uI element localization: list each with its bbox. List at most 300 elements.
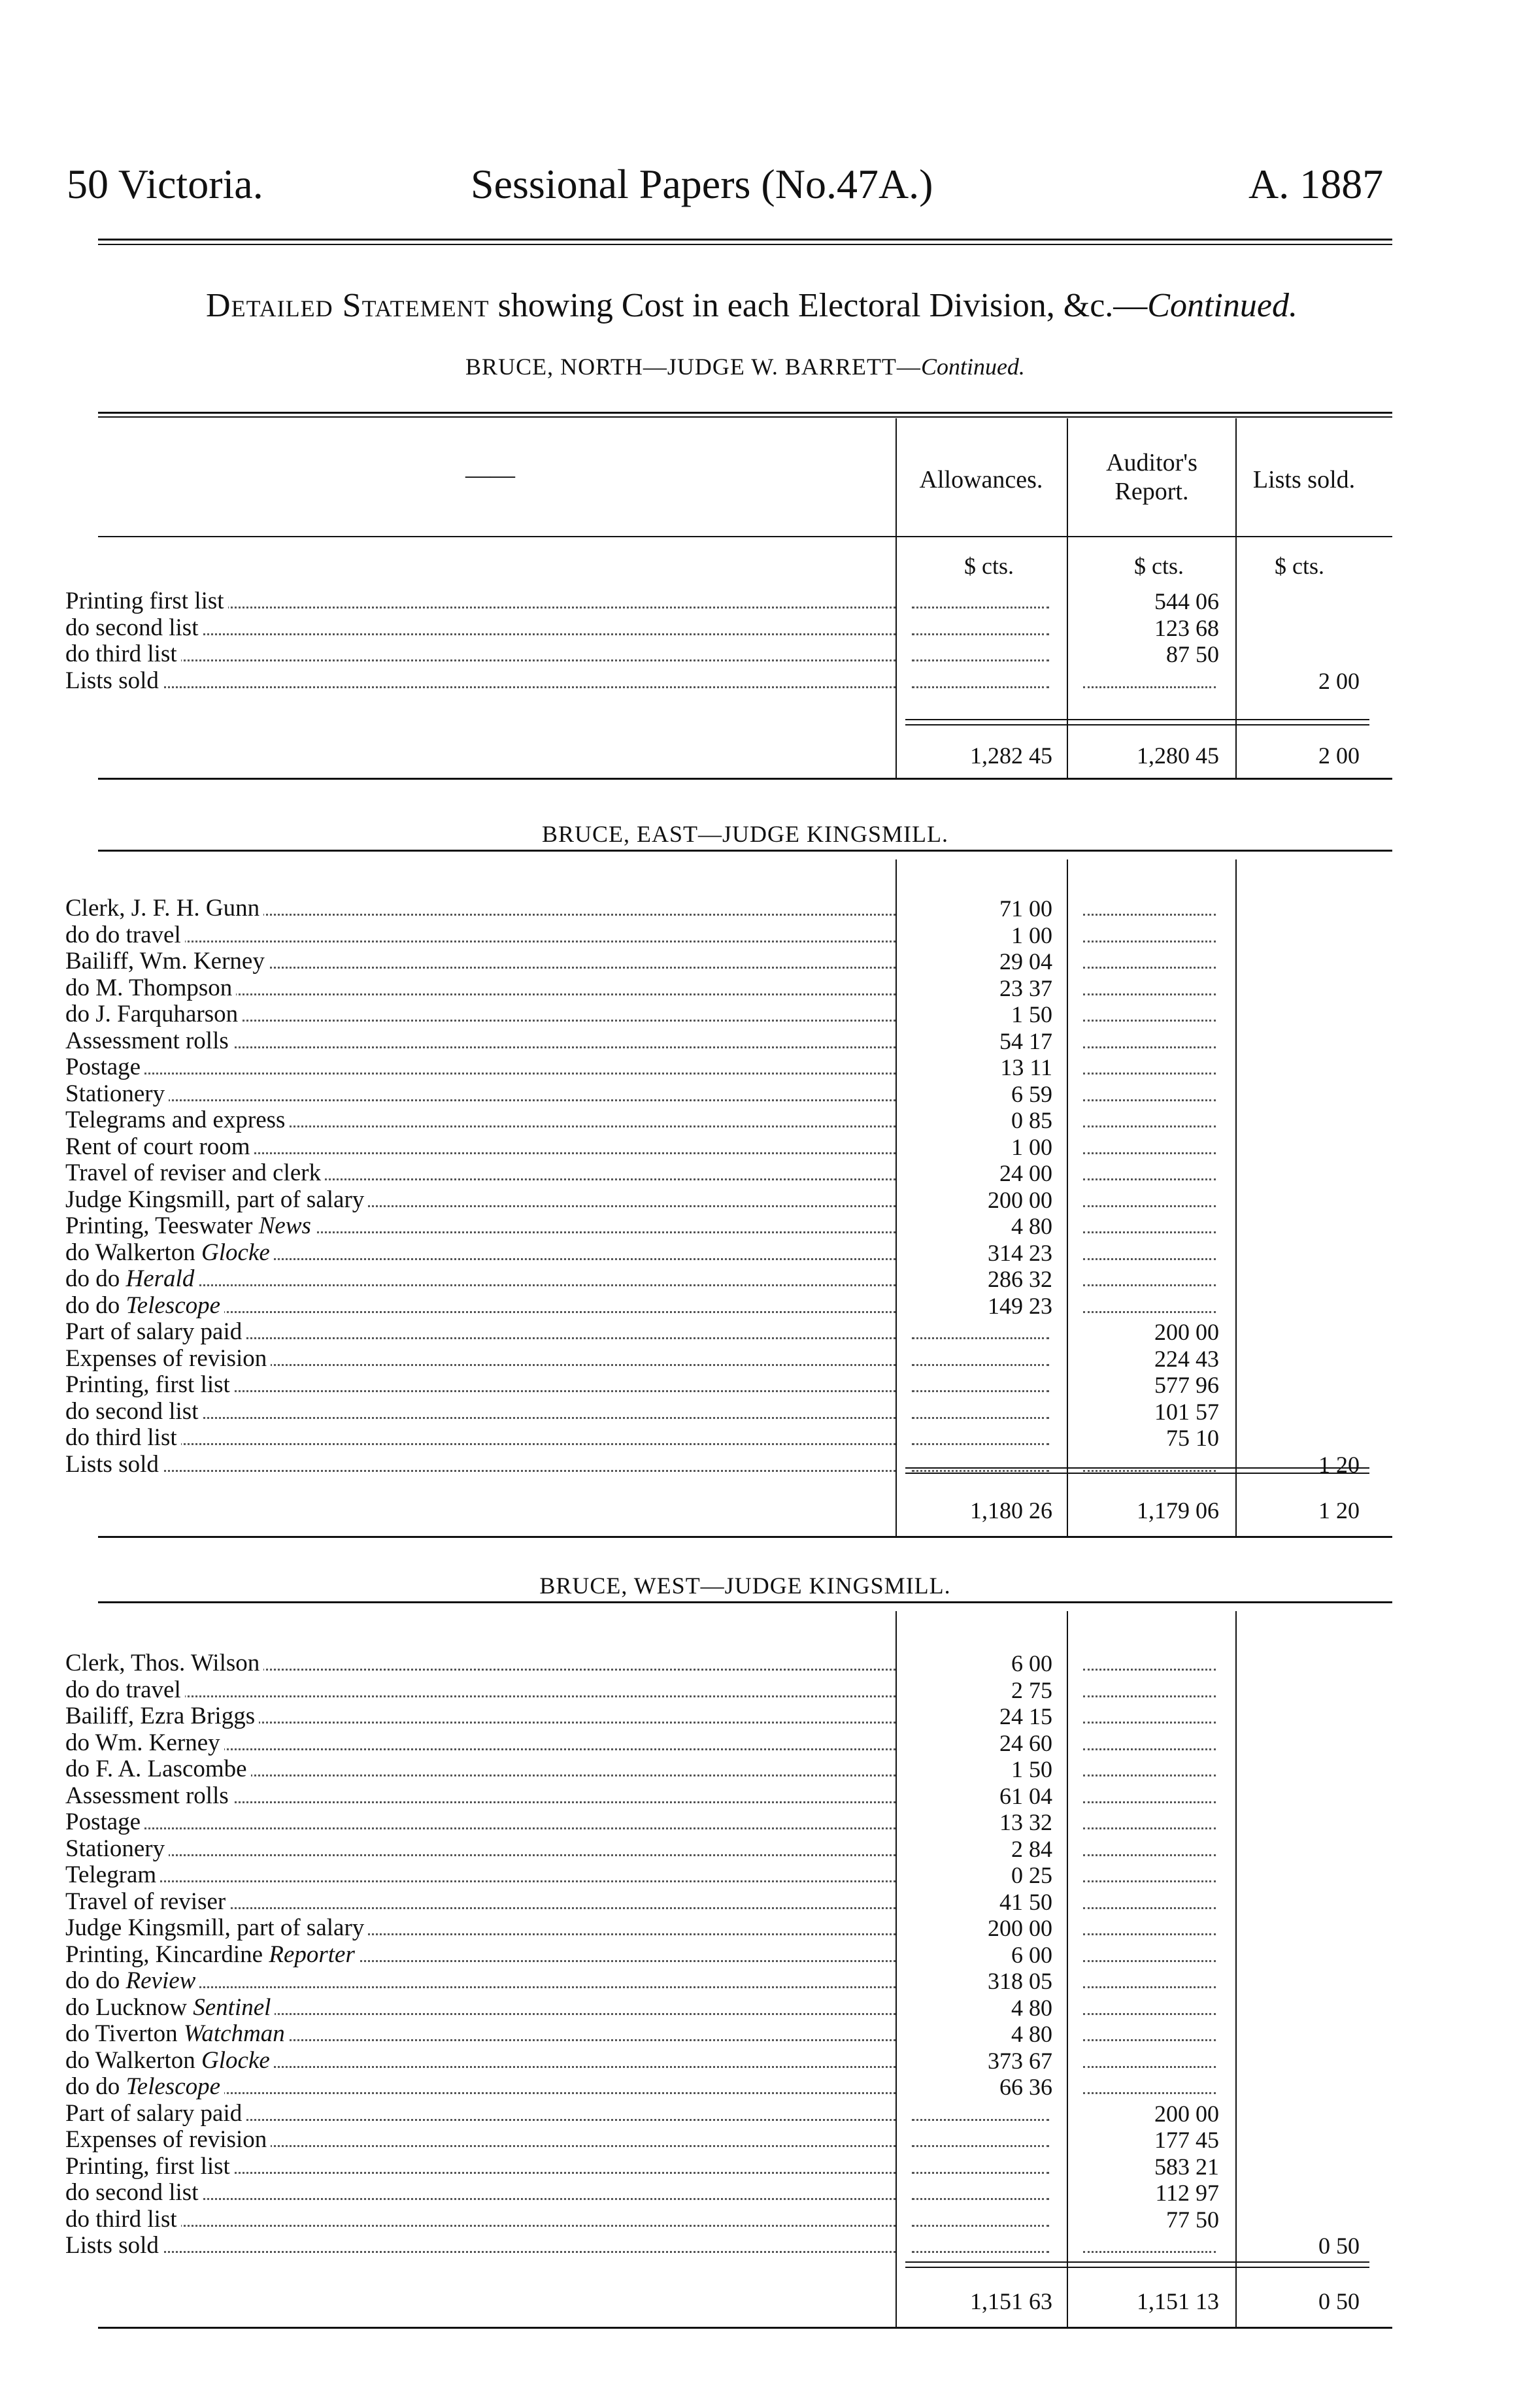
- table-row: [65, 1319, 896, 1345]
- auditor-value: 177 45: [1154, 2127, 1219, 2153]
- row-label: [65, 1346, 271, 1372]
- leader-dots: [65, 941, 896, 942]
- auditor-value: 224 43: [1154, 1345, 1219, 1372]
- lists-sold-value: 1 20: [1318, 1451, 1360, 1478]
- lists-sold-value: 2 00: [1318, 667, 1360, 694]
- row-label: [65, 2101, 246, 2127]
- empty-cell-dots: [1083, 1827, 1216, 1829]
- row-label-text: do do: [65, 2073, 120, 2100]
- empty-cell-dots: [912, 2251, 1049, 2253]
- total-rule-2: [905, 2267, 1369, 2268]
- allowance-value: 0 25: [1011, 1862, 1052, 1888]
- leader-dots: [65, 1880, 896, 1882]
- row-label: [65, 2180, 202, 2206]
- empty-cell-dots: [912, 633, 1049, 635]
- empty-cell-dots: [1083, 1907, 1216, 1909]
- auditors-total: 1,280 45: [1137, 742, 1219, 769]
- auditors-units: $ cts.: [1134, 553, 1184, 579]
- statement-title-lead: Detailed Statement: [206, 287, 490, 324]
- year-label: A. 1887: [1248, 161, 1384, 207]
- row-label-text: do Wm. Kerney: [65, 1729, 220, 1756]
- row-label-text: do M. Thompson: [65, 974, 233, 1001]
- row-label: [65, 948, 269, 975]
- row-label: [65, 1677, 185, 1703]
- auditor-value: 77 50: [1166, 2206, 1219, 2233]
- empty-cell-dots: [1083, 1695, 1216, 1697]
- allowance-value: 71 00: [999, 895, 1052, 922]
- row-label: [65, 1240, 274, 1266]
- row-label-text: do do: [65, 1265, 120, 1292]
- row-label-text: Telegrams and express: [65, 1107, 286, 1133]
- row-label-text: do Lucknow: [65, 1993, 187, 2021]
- empty-cell-dots: [1083, 1152, 1216, 1154]
- empty-cell-dots: [1083, 1205, 1216, 1207]
- row-label-text: Lists sold: [65, 1450, 159, 1478]
- row-label: [65, 2233, 163, 2259]
- column-divider: [1067, 418, 1068, 536]
- row-label: [65, 1703, 259, 1729]
- allowance-value: 4 80: [1011, 2021, 1052, 2047]
- empty-cell-dots: [912, 2119, 1049, 2121]
- row-label: [65, 1213, 315, 1239]
- column-divider: [1067, 859, 1068, 1536]
- section-end-rule: [98, 1536, 1392, 1538]
- empty-cell-dots: [912, 1470, 1049, 1472]
- total-rule: [905, 2261, 1369, 2263]
- allowance-value: 24 00: [999, 1160, 1052, 1186]
- allowance-value: 2 84: [1011, 1835, 1052, 1862]
- row-label: [65, 1028, 233, 1054]
- empty-cell-dots: [912, 1443, 1049, 1445]
- empty-cell-dots: [1083, 1669, 1216, 1671]
- auditor-value: 577 96: [1154, 1372, 1219, 1398]
- column-divider: [1067, 536, 1068, 778]
- row-label-text: Expenses of revision: [65, 2126, 267, 2153]
- lists-sold-total: 0 50: [1318, 2288, 1360, 2314]
- auditor-value: 583 21: [1154, 2153, 1219, 2180]
- table-row: [65, 1160, 896, 1186]
- allowance-value: 29 04: [999, 948, 1052, 975]
- publication-name: News: [258, 1212, 311, 1239]
- allowances-heading: Allowances.: [919, 466, 1043, 493]
- table-row: [65, 1915, 896, 1941]
- row-label: [65, 922, 185, 948]
- row-label-text: Rent of court room: [65, 1133, 250, 1160]
- allowance-value: 373 67: [988, 2047, 1052, 2074]
- section-end-rule: [98, 2327, 1392, 2329]
- empty-cell-dots: [912, 2172, 1049, 2174]
- empty-cell-dots: [1083, 1722, 1216, 1724]
- publication-name: Watchman: [183, 2020, 285, 2047]
- empty-cell-dots: [1083, 967, 1216, 969]
- header-rule: [98, 239, 1392, 241]
- row-label-text: do third list: [65, 1424, 177, 1451]
- leader-dots: [65, 1695, 896, 1697]
- empty-cell-dots: [1083, 914, 1216, 916]
- table-row: [65, 1028, 896, 1054]
- empty-cell-dots: [912, 1364, 1049, 1366]
- allowance-value: 24 15: [999, 1703, 1052, 1729]
- column-divider: [896, 859, 897, 1536]
- statement-title-continued: Continued.: [1147, 287, 1297, 324]
- row-label: [65, 1650, 263, 1676]
- auditor-value: 200 00: [1154, 1319, 1219, 1345]
- empty-cell-dots: [1083, 1284, 1216, 1286]
- row-label-text: Travel of reviser: [65, 1888, 226, 1915]
- leader-dots: [65, 686, 896, 688]
- table-row: [65, 1081, 896, 1107]
- row-label: [65, 1730, 224, 1756]
- leader-dots: [65, 1854, 896, 1856]
- auditors-total: 1,179 06: [1137, 1497, 1219, 1524]
- allowance-value: 314 23: [988, 1239, 1052, 1266]
- blank-column-heading: ——: [465, 461, 515, 489]
- table-row: [65, 1399, 896, 1425]
- leader-dots: [65, 2225, 896, 2227]
- table-row: [65, 1346, 896, 1372]
- row-label-text: Assessment rolls: [65, 1027, 229, 1054]
- allowance-value: 6 59: [1011, 1080, 1052, 1107]
- leader-dots: [65, 1073, 896, 1075]
- table-row: [65, 1452, 896, 1478]
- column-heading-rule: [98, 536, 1392, 537]
- allowance-value: 23 37: [999, 975, 1052, 1001]
- column-divider: [1235, 1611, 1237, 2327]
- statement-title: [131, 286, 1373, 325]
- table-row: [65, 975, 896, 1001]
- row-label: [65, 2048, 274, 2074]
- row-label-text: Clerk, J. F. H. Gunn: [65, 895, 260, 922]
- row-label: [65, 1160, 325, 1186]
- row-label: [65, 1107, 289, 1133]
- publication-name: Herald: [126, 1265, 195, 1292]
- table-row: [65, 1677, 896, 1703]
- section-heading-continued: Continued.: [920, 354, 1025, 380]
- allowance-value: 286 32: [988, 1266, 1052, 1292]
- row-label-text: Expenses of revision: [65, 1344, 267, 1372]
- publication-name: Reporter: [269, 1941, 355, 1968]
- row-label: [65, 1187, 368, 1213]
- empty-cell-dots: [1083, 2066, 1216, 2068]
- row-label: [65, 588, 228, 614]
- empty-cell-dots: [1083, 1775, 1216, 1776]
- lists-units: $ cts.: [1275, 553, 1324, 579]
- empty-cell-dots: [1083, 993, 1216, 995]
- empty-cell-dots: [1083, 2013, 1216, 2015]
- publication-name: Telescope: [126, 2073, 221, 2100]
- row-label-text: Printing first list: [65, 588, 224, 614]
- table-row: [65, 2154, 896, 2180]
- leader-dots: [65, 1099, 896, 1101]
- row-label-text: Printing, first list: [65, 1371, 230, 1398]
- row-label: [65, 1266, 198, 1292]
- row-label-text: Part of salary paid: [65, 2099, 243, 2127]
- row-label: [65, 1001, 242, 1027]
- table-row: [65, 1889, 896, 1915]
- table-row: [65, 1001, 896, 1027]
- empty-cell-dots: [1083, 1801, 1216, 1803]
- empty-cell-dots: [1083, 1854, 1216, 1856]
- column-divider: [1235, 536, 1237, 778]
- row-label: [65, 1134, 254, 1160]
- table-top-rule: [98, 412, 1392, 414]
- column-divider: [1067, 1611, 1068, 2327]
- section-heading-text: BRUCE, EAST—JUDGE KINGSMILL.: [542, 821, 948, 847]
- allowance-value: 54 17: [999, 1027, 1052, 1054]
- empty-cell-dots: [912, 1417, 1049, 1419]
- table-row: [65, 641, 896, 667]
- statement-title-rest: showing Cost in each Electoral Division, &c.—: [497, 287, 1148, 324]
- row-label-text: Stationery: [65, 1080, 165, 1107]
- allowance-value: 6 00: [1011, 1941, 1052, 1968]
- publication-name: Sentinel: [193, 1993, 271, 2021]
- empty-cell-dots: [1083, 1046, 1216, 1048]
- row-label-text: Printing, Teeswater: [65, 1212, 253, 1239]
- table-row: [65, 1134, 896, 1160]
- table-row: [65, 1293, 896, 1319]
- empty-cell-dots: [1083, 1880, 1216, 1882]
- row-label-text: Lists sold: [65, 667, 159, 694]
- total-rule: [905, 719, 1369, 720]
- empty-cell-dots: [1083, 1231, 1216, 1233]
- row-label-text: do third list: [65, 641, 177, 667]
- column-divider: [896, 1611, 897, 2327]
- allowance-value: 6 00: [1011, 1650, 1052, 1676]
- allowance-value: 1 50: [1011, 1756, 1052, 1782]
- publication-name: Glocke: [201, 2046, 270, 2074]
- allowance-value: 4 80: [1011, 1213, 1052, 1239]
- allowances-total: 1,151 63: [970, 2288, 1052, 2314]
- row-label: [65, 641, 181, 667]
- publication-name: Review: [126, 1967, 196, 1994]
- row-label: [65, 1968, 199, 1994]
- auditor-value: 123 68: [1154, 614, 1219, 641]
- table-row: [65, 1730, 896, 1756]
- empty-cell-dots: [912, 2145, 1049, 2147]
- row-label-text: Clerk, Thos. Wilson: [65, 1650, 260, 1676]
- row-label: [65, 895, 263, 922]
- leader-dots: [65, 1470, 896, 1472]
- empty-cell-dots: [912, 2198, 1049, 2200]
- auditors-total: 1,151 13: [1137, 2288, 1219, 2314]
- lists-sold-total: 2 00: [1318, 742, 1360, 769]
- leader-dots: [65, 659, 896, 661]
- row-label: [65, 1399, 202, 1425]
- empty-cell-dots: [1083, 2039, 1216, 2041]
- section-heading: [98, 1572, 1392, 1599]
- session-label: 50 Victoria.: [67, 161, 263, 207]
- empty-cell-dots: [1083, 1073, 1216, 1075]
- row-label: [65, 2074, 224, 2100]
- section-heading: [98, 353, 1392, 380]
- table-row: [65, 1054, 896, 1080]
- empty-cell-dots: [1083, 1258, 1216, 1260]
- table-row: [65, 1995, 896, 2021]
- table-row: [65, 2233, 896, 2259]
- empty-cell-dots: [1083, 686, 1216, 688]
- row-label: [65, 1756, 251, 1782]
- row-label-text: Telegram: [65, 1861, 157, 1888]
- row-label-text: do Walkerton: [65, 1239, 195, 1266]
- allowance-value: 1 00: [1011, 922, 1052, 948]
- empty-cell-dots: [1083, 1125, 1216, 1127]
- publication-name: Glocke: [201, 1239, 270, 1266]
- empty-cell-dots: [912, 2225, 1049, 2227]
- section-end-rule: [98, 778, 1392, 780]
- empty-cell-dots: [912, 686, 1049, 688]
- row-label: [65, 1915, 368, 1941]
- leader-dots: [65, 1443, 896, 1445]
- row-label-text: do do: [65, 1291, 120, 1319]
- row-label: [65, 1995, 275, 2021]
- empty-cell-dots: [1083, 1099, 1216, 1101]
- allowance-value: 200 00: [988, 1186, 1052, 1213]
- leader-dots: [65, 2251, 896, 2253]
- auditor-value: 87 50: [1166, 641, 1219, 667]
- leader-dots: [65, 1827, 896, 1829]
- total-rule-2: [905, 724, 1369, 725]
- allowances-total: 1,180 26: [970, 1497, 1052, 1524]
- table-row: [65, 1756, 896, 1782]
- auditor-value: 112 97: [1155, 2180, 1219, 2206]
- auditor-value: 200 00: [1154, 2100, 1219, 2127]
- row-label: [65, 1783, 233, 1809]
- allowance-value: 318 05: [988, 1968, 1052, 1994]
- auditors-report-heading: Auditor's Report.: [1106, 449, 1197, 505]
- row-label-text: do second list: [65, 614, 199, 641]
- section-heading: [98, 820, 1392, 848]
- table-row: [65, 1187, 896, 1213]
- row-label: [65, 668, 163, 694]
- table-row: [65, 948, 896, 975]
- table-row: [65, 1425, 896, 1451]
- empty-cell-dots: [1083, 1178, 1216, 1180]
- row-label: [65, 615, 202, 641]
- row-label-text: do Walkerton: [65, 2046, 195, 2074]
- row-label-text: do do: [65, 1967, 120, 1994]
- row-label: [65, 1942, 359, 1968]
- empty-cell-dots: [912, 1337, 1049, 1339]
- table-row: [65, 1107, 896, 1133]
- publication-name: Telescope: [126, 1291, 221, 1319]
- row-label-text: Postage: [65, 1054, 141, 1080]
- allowance-value: 2 75: [1011, 1676, 1052, 1703]
- column-divider: [896, 536, 897, 778]
- empty-cell-dots: [1083, 1960, 1216, 1962]
- row-label-text: Printing, Kincardine: [65, 1941, 263, 1968]
- row-label: [65, 1862, 160, 1888]
- empty-cell-dots: [1083, 1311, 1216, 1313]
- empty-cell-dots: [912, 1390, 1049, 1392]
- column-divider: [1235, 859, 1237, 1536]
- allowance-value: 200 00: [988, 1915, 1052, 1941]
- table-row: [65, 895, 896, 922]
- table-row: [65, 1240, 896, 1266]
- section-heading-text: BRUCE, NORTH—JUDGE W. BARRETT—: [465, 354, 921, 380]
- empty-cell-dots: [1083, 1470, 1216, 1472]
- row-label-text: do second list: [65, 2179, 199, 2206]
- table-row: [65, 2048, 896, 2074]
- table-row: [65, 588, 896, 614]
- empty-cell-dots: [1083, 1020, 1216, 1022]
- section-rule: [98, 850, 1392, 852]
- empty-cell-dots: [1083, 1986, 1216, 1988]
- table-row: [65, 1836, 896, 1862]
- allowance-value: 1 00: [1011, 1133, 1052, 1160]
- row-label-text: Travel of reviser and clerk: [65, 1159, 322, 1186]
- lists-sold-heading: Lists sold.: [1252, 466, 1356, 493]
- total-rule-2: [905, 1473, 1369, 1474]
- row-label: [65, 1372, 234, 1398]
- row-label: [65, 1425, 181, 1451]
- row-label: [65, 975, 236, 1001]
- total-rule: [905, 1467, 1369, 1469]
- empty-cell-dots: [1083, 2092, 1216, 2094]
- row-label: [65, 1889, 229, 1915]
- row-label-text: do do travel: [65, 921, 181, 948]
- row-label: [65, 2127, 271, 2153]
- allowance-value: 4 80: [1011, 1994, 1052, 2021]
- allowance-value: 24 60: [999, 1729, 1052, 1756]
- row-label-text: Bailiff, Wm. Kerney: [65, 948, 265, 975]
- row-label: [65, 1319, 246, 1345]
- allowance-value: 66 36: [999, 2074, 1052, 2100]
- table-row: [65, 2207, 896, 2233]
- row-label: [65, 1836, 169, 1862]
- row-label-text: do second list: [65, 1397, 199, 1425]
- allowances-units: $ cts.: [964, 553, 1014, 579]
- row-label: [65, 2021, 289, 2047]
- row-label: [65, 1054, 144, 1080]
- table-row: [65, 668, 896, 694]
- allowance-value: 149 23: [988, 1292, 1052, 1319]
- auditor-value: 75 10: [1166, 1425, 1219, 1451]
- table-row: [65, 2180, 896, 2206]
- row-label-text: do do travel: [65, 1676, 181, 1703]
- header-rule-2: [98, 244, 1392, 245]
- empty-cell-dots: [912, 607, 1049, 608]
- table-row: [65, 2127, 896, 2153]
- row-label-text: Judge Kingsmill, part of salary: [65, 1186, 365, 1213]
- table-row: [65, 2074, 896, 2100]
- row-label-text: do third list: [65, 2205, 177, 2233]
- row-label: [65, 1293, 224, 1319]
- table-row: [65, 1266, 896, 1292]
- table-row: [65, 1942, 896, 1968]
- table-row: [65, 1372, 896, 1398]
- row-label: [65, 1452, 163, 1478]
- row-label: [65, 2207, 181, 2233]
- row-label-text: Judge Kingsmill, part of salary: [65, 1914, 365, 1941]
- table-row: [65, 2101, 896, 2127]
- table-row: [65, 1968, 896, 1994]
- row-label-text: Assessment rolls: [65, 1782, 229, 1809]
- table-row: [65, 2021, 896, 2047]
- table-row: [65, 1213, 896, 1239]
- row-label-text: Printing, first list: [65, 2152, 230, 2180]
- allowance-value: 0 85: [1011, 1107, 1052, 1133]
- table-top-rule-2: [98, 416, 1392, 418]
- empty-cell-dots: [1083, 2251, 1216, 2253]
- empty-cell-dots: [1083, 1748, 1216, 1750]
- allowance-value: 1 50: [1011, 1001, 1052, 1027]
- row-label-text: Stationery: [65, 1835, 165, 1862]
- row-label-text: do Tiverton: [65, 2020, 178, 2047]
- empty-cell-dots: [1083, 1933, 1216, 1935]
- table-row: [65, 1809, 896, 1835]
- allowances-total: 1,282 45: [970, 742, 1052, 769]
- empty-cell-dots: [912, 659, 1049, 661]
